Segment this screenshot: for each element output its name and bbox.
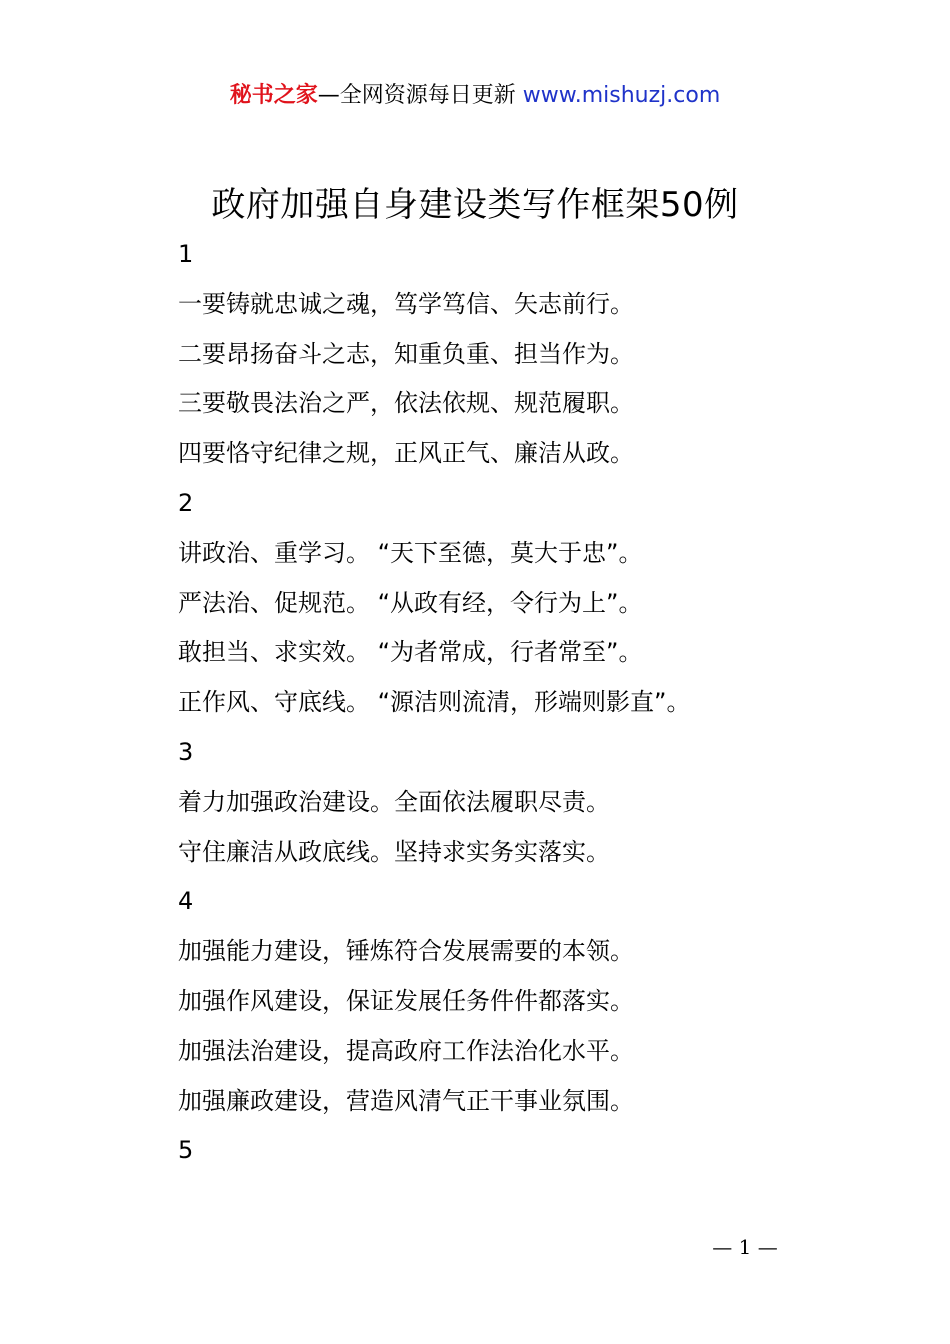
body-line: 敢担当、求实效。 “为者常成，行者常至”。 [178,638,643,667]
body-line: 加强能力建设，锤炼符合发展需要的本领。 [178,937,634,966]
page-number: — 1 — [712,1235,778,1259]
document-title: 政府加强自身建设类写作框架50例 [211,185,739,225]
body-line: 三要敬畏法治之严，依法依规、规范履职。 [178,389,634,418]
body-line: 讲政治、重学习。 “天下至德，莫大于忠”。 [178,538,643,567]
section-number-4: 4 [178,887,194,916]
body-line: 加强作风建设，保证发展任务件件都落实。 [178,986,634,1015]
body-line: 四要恪守纪律之规，正风正气、廉洁从政。 [178,439,634,468]
site-url-link[interactable]: www.mishuzj.com [522,83,721,108]
section-number-3: 3 [178,737,194,766]
body-line: 二要昂扬奋斗之志，知重负重、担当作为。 [178,339,634,368]
section-number-5: 5 [178,1136,194,1165]
document-body [178,230,878,1176]
header-slogan: —全网资源每日更新 [317,83,523,108]
section-number-1: 1 [178,240,194,268]
site-header [0,80,950,112]
body-line: 加强法治建设，提高政府工作法治化水平。 [178,1036,634,1065]
section-number-2: 2 [178,488,194,517]
body-line: 一要铸就忠诚之魂，笃学笃信、矢志前行。 [178,289,634,318]
body-line: 严法治、促规范。 “从政有经，令行为上”。 [178,588,643,617]
body-line: 正作风、守底线。 “源洁则流清，形端则影直”。 [178,688,691,717]
body-line: 加强廉政建设，营造风清气正干事业氛围。 [178,1086,634,1115]
body-line: 守住廉洁从政底线。坚持求实务实落实。 [178,837,610,866]
brand-name: 秘书之家 [229,83,318,108]
body-line: 着力加强政治建设。全面依法履职尽责。 [178,787,610,816]
